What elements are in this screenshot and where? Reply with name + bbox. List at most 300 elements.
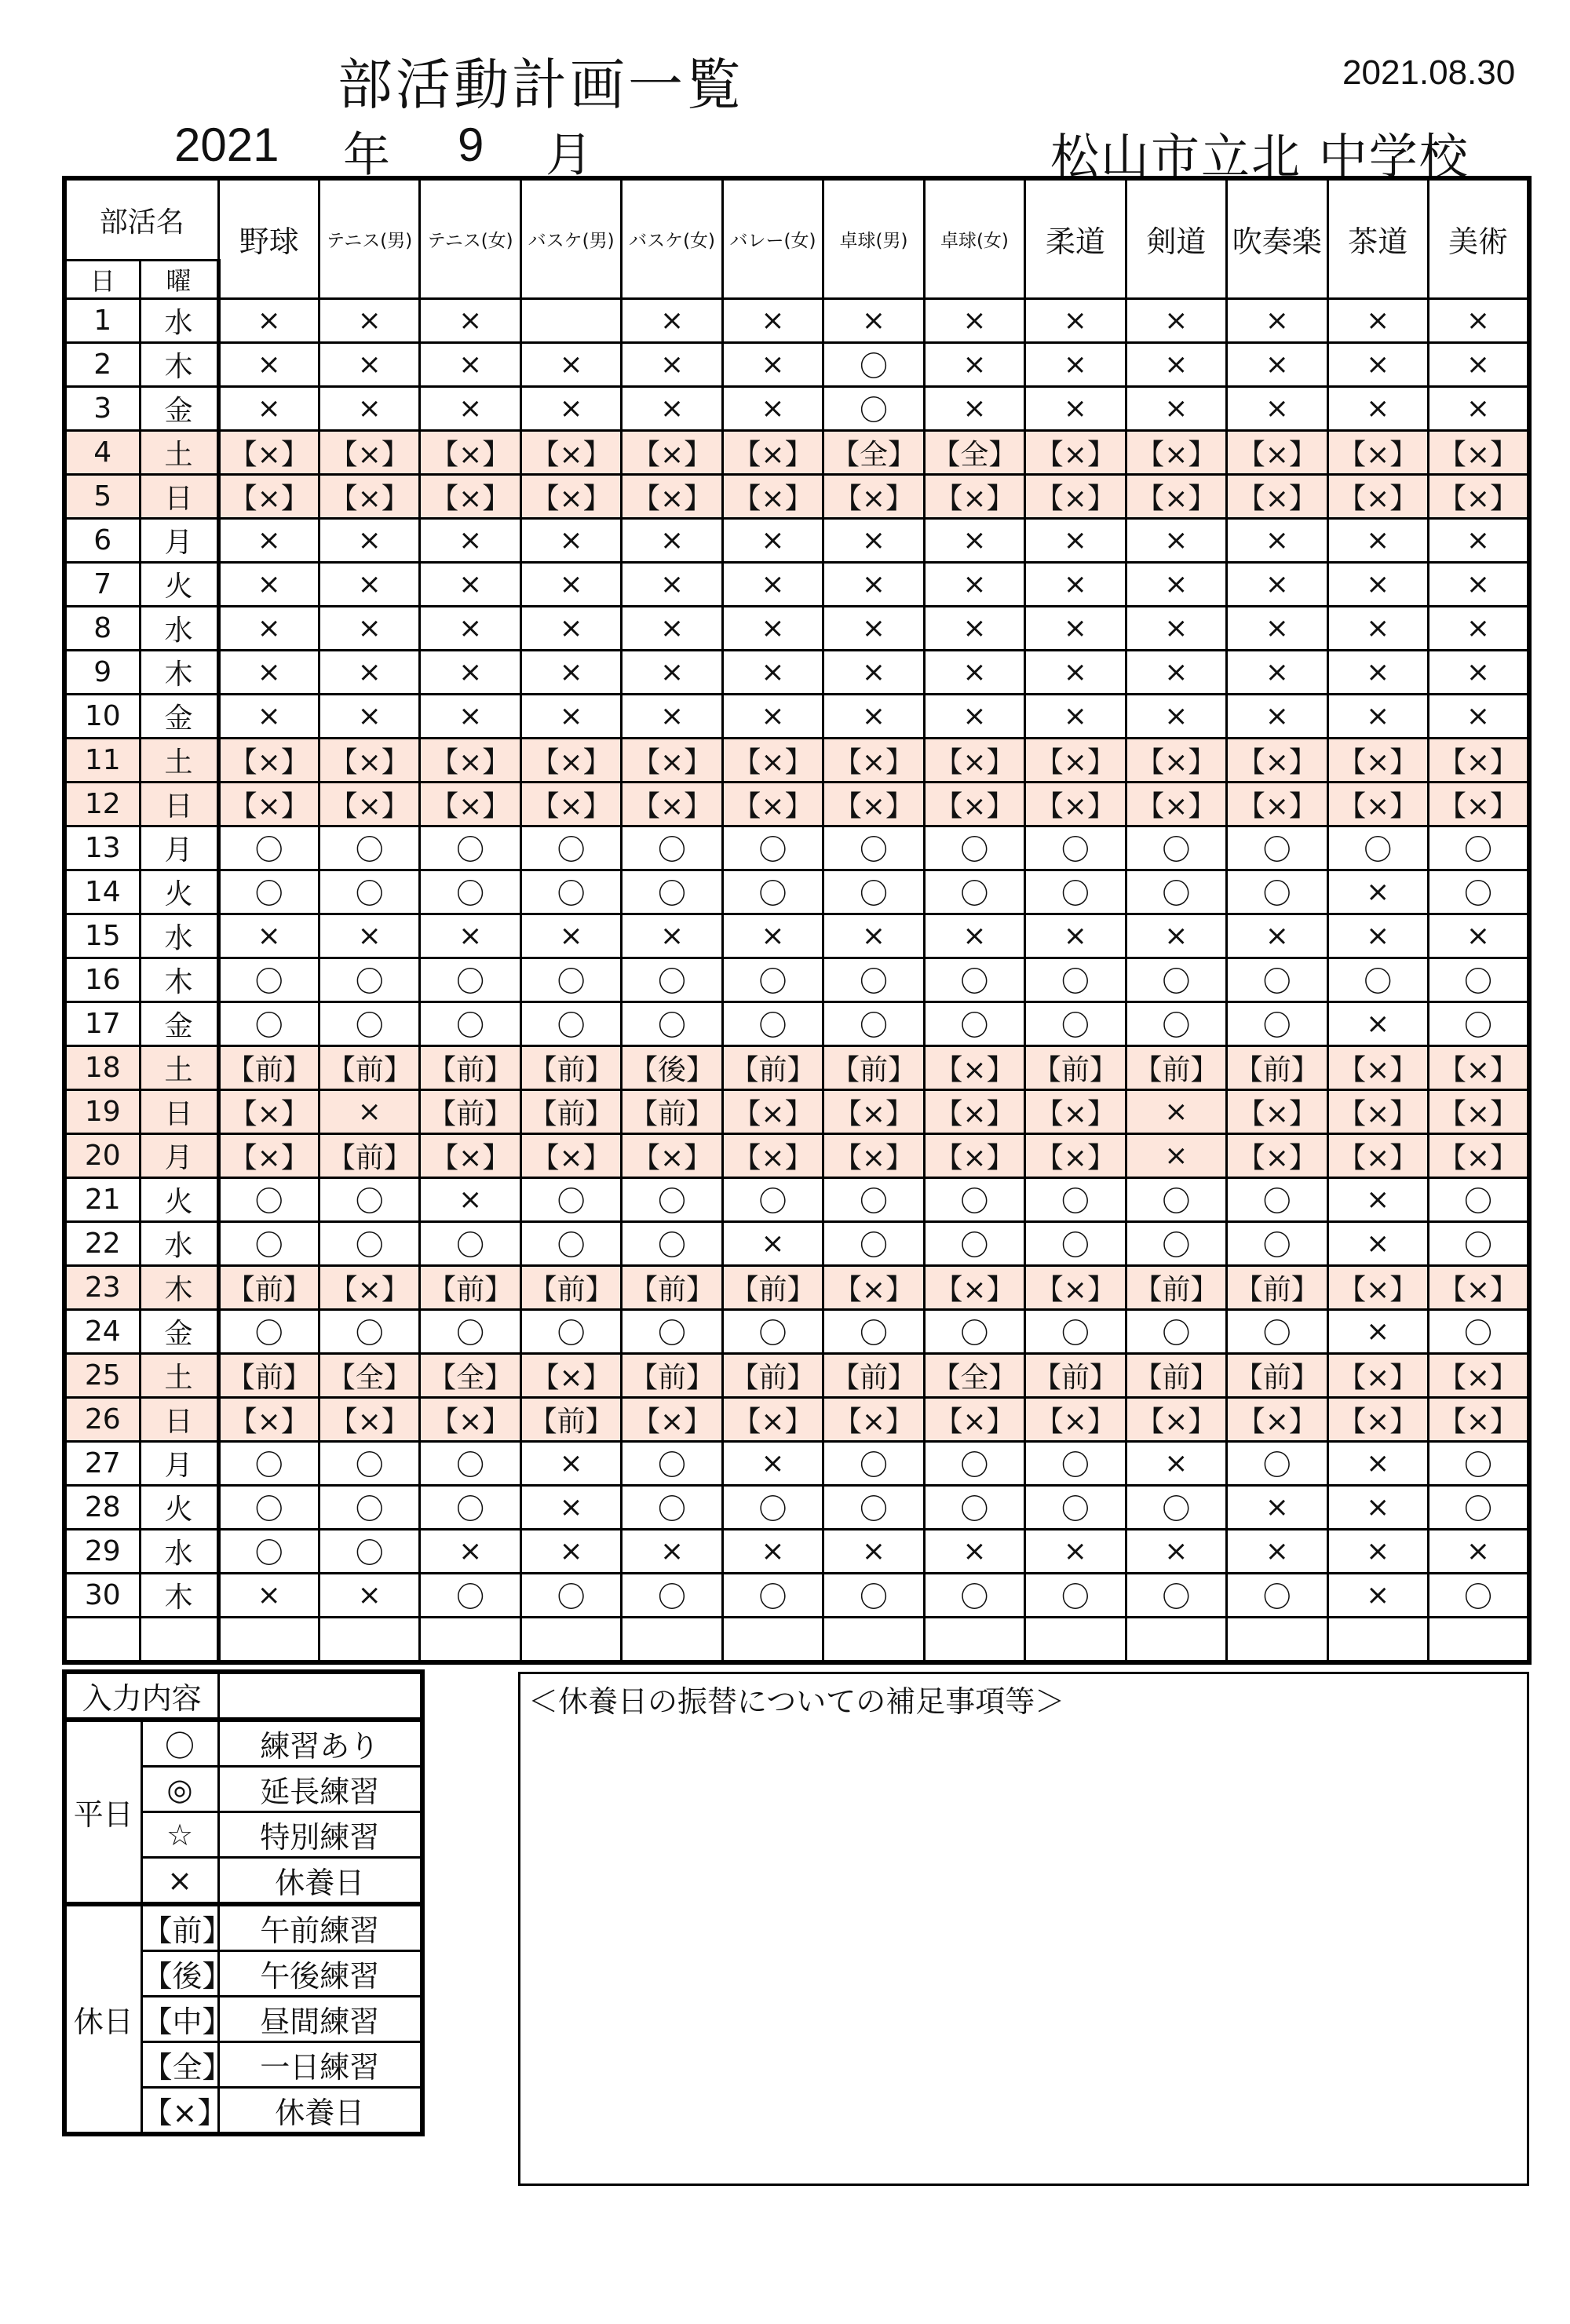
schedule-cell: 〇 (924, 870, 1024, 914)
schedule-cell: × (1227, 1530, 1327, 1574)
day-cell: 23 (64, 1266, 140, 1310)
schedule-cell: 【前】 (1025, 1354, 1126, 1398)
schedule-cell: 〇 (319, 958, 419, 1002)
schedule-cell: 〇 (722, 1486, 823, 1530)
schedule-cell: 【×】 (1126, 783, 1226, 826)
schedule-cell: 〇 (823, 958, 924, 1002)
schedule-cell: × (823, 695, 924, 739)
schedule-cell: × (1126, 299, 1226, 343)
club-header: バスケ(女) (622, 178, 722, 299)
club-header: 茶道 (1327, 178, 1428, 299)
schedule-cell: 〇 (218, 1310, 319, 1354)
schedule-cell: × (319, 1574, 419, 1618)
schedule-cell: × (420, 607, 520, 651)
schedule-cell: 〇 (823, 1574, 924, 1618)
table-row (64, 519, 1529, 563)
document-date: 2021.08.30 (1342, 53, 1516, 92)
table-row (64, 1178, 1529, 1222)
day-cell: 30 (64, 1574, 140, 1618)
schedule-cell: × (722, 519, 823, 563)
schedule-cell: 【×】 (722, 475, 823, 519)
schedule-cell: 〇 (722, 1310, 823, 1354)
schedule-cell (420, 1618, 520, 1663)
schedule-cell: × (520, 563, 621, 607)
schedule-cell (622, 1618, 722, 1663)
club-header: 美術 (1428, 178, 1529, 299)
club-header: テニス(男) (319, 178, 419, 299)
schedule-cell: × (1227, 519, 1327, 563)
day-cell: 9 (64, 651, 140, 695)
schedule-cell: 【×】 (218, 475, 319, 519)
schedule-cell: × (1025, 519, 1126, 563)
table-row (64, 475, 1529, 519)
schedule-cell: × (420, 519, 520, 563)
day-cell: 22 (64, 1222, 140, 1266)
schedule-cell: 〇 (1025, 1310, 1126, 1354)
schedule-cell: × (319, 519, 419, 563)
schedule-cell: 【×】 (823, 1090, 924, 1134)
schedule-cell: 【前】 (1227, 1354, 1327, 1398)
schedule-cell: 【×】 (319, 739, 419, 783)
schedule-cell: 【×】 (1227, 475, 1327, 519)
schedule-cell: 〇 (520, 1178, 621, 1222)
legend-group-label: 休日 (64, 1904, 141, 2134)
schedule-cell: 〇 (1126, 1486, 1226, 1530)
schedule-cell: × (622, 651, 722, 695)
schedule-cell: × (1126, 651, 1226, 695)
schedule-cell (823, 1618, 924, 1663)
schedule-cell: × (520, 387, 621, 431)
schedule-cell: 【前】 (1025, 1046, 1126, 1090)
weekday-cell: 月 (140, 1442, 218, 1486)
schedule-cell: 〇 (924, 958, 1024, 1002)
table-row (64, 739, 1529, 783)
schedule-cell: × (1327, 563, 1428, 607)
schedule-cell: × (722, 1222, 823, 1266)
day-cell: 25 (64, 1354, 140, 1398)
weekday-cell: 月 (140, 1134, 218, 1178)
schedule-cell: 【前】 (420, 1090, 520, 1134)
schedule-cell: 【×】 (420, 739, 520, 783)
schedule-cell: × (722, 563, 823, 607)
schedule-cell: 〇 (622, 870, 722, 914)
table-row (64, 299, 1529, 343)
schedule-cell: × (924, 387, 1024, 431)
weekday-cell: 水 (140, 299, 218, 343)
legend-description: 休養日 (218, 1858, 422, 1905)
schedule-cell: 【×】 (1025, 739, 1126, 783)
schedule-cell: × (1126, 607, 1226, 651)
schedule-cell: × (520, 607, 621, 651)
schedule-cell: 【×】 (1428, 1134, 1529, 1178)
weekday-cell: 金 (140, 695, 218, 739)
day-cell: 29 (64, 1530, 140, 1574)
weekday-cell: 水 (140, 1530, 218, 1574)
schedule-cell: 〇 (1126, 958, 1226, 1002)
schedule-cell: × (924, 1530, 1024, 1574)
schedule-cell: 〇 (924, 1310, 1024, 1354)
schedule-cell: × (1126, 695, 1226, 739)
schedule-cell: × (218, 1574, 319, 1618)
legend-row (64, 1904, 422, 1951)
schedule-cell: 〇 (319, 1002, 419, 1046)
schedule-cell: 〇 (1126, 1574, 1226, 1618)
schedule-cell: × (722, 914, 823, 958)
table-row (64, 651, 1529, 695)
table-row (64, 431, 1529, 475)
schedule-cell: 〇 (1227, 958, 1327, 1002)
schedule-cell: × (722, 607, 823, 651)
schedule-cell: 【×】 (420, 431, 520, 475)
schedule-cell: 【×】 (622, 1134, 722, 1178)
notes-title: ＜休養日の振替についての補足事項等＞ (528, 1684, 1065, 1719)
schedule-cell: × (1327, 695, 1428, 739)
schedule-cell: 【×】 (1227, 1090, 1327, 1134)
schedule-cell: 【×】 (1227, 739, 1327, 783)
day-cell: 4 (64, 431, 140, 475)
schedule-cell: 【×】 (823, 1266, 924, 1310)
club-header: バレー(女) (722, 178, 823, 299)
schedule-cell: × (319, 563, 419, 607)
table-row (64, 1266, 1529, 1310)
schedule-cell: 【×】 (520, 431, 621, 475)
schedule-cell: 【×】 (520, 783, 621, 826)
schedule-cell: × (924, 695, 1024, 739)
schedule-cell: 【前】 (722, 1266, 823, 1310)
schedule-cell: 〇 (420, 1574, 520, 1618)
schedule-cell: × (722, 1530, 823, 1574)
weekday-cell: 水 (140, 914, 218, 958)
schedule-cell: 〇 (420, 870, 520, 914)
schedule-cell: × (924, 563, 1024, 607)
day-cell: 19 (64, 1090, 140, 1134)
schedule-cell: 〇 (218, 1442, 319, 1486)
day-cell: 16 (64, 958, 140, 1002)
schedule-cell: 【×】 (1327, 1398, 1428, 1442)
notes-box (518, 1672, 1529, 2186)
legend-symbol: 【前】 (141, 1904, 218, 1951)
schedule-cell: × (622, 299, 722, 343)
schedule-cell: 〇 (722, 826, 823, 870)
schedule-cell: × (1327, 387, 1428, 431)
schedule-cell: 〇 (924, 1002, 1024, 1046)
day-cell: 24 (64, 1310, 140, 1354)
schedule-cell: × (1327, 1310, 1428, 1354)
schedule-cell (1126, 1618, 1226, 1663)
schedule-cell: 【前】 (420, 1266, 520, 1310)
schedule-cell: 【前】 (420, 1046, 520, 1090)
schedule-cell: × (1025, 299, 1126, 343)
schedule-cell: 〇 (1126, 1310, 1226, 1354)
schedule-cell: × (622, 1530, 722, 1574)
schedule-cell (1327, 1618, 1428, 1663)
schedule-cell: 〇 (622, 1486, 722, 1530)
schedule-cell: × (1025, 563, 1126, 607)
schedule-cell: × (924, 651, 1024, 695)
weekday-cell: 木 (140, 343, 218, 387)
weekday-cell: 水 (140, 607, 218, 651)
schedule-cell: × (218, 607, 319, 651)
schedule-cell: × (218, 914, 319, 958)
schedule-cell: × (1126, 1134, 1226, 1178)
day-cell: 11 (64, 739, 140, 783)
schedule-cell: × (622, 519, 722, 563)
schedule-cell: 〇 (1227, 870, 1327, 914)
table-row (64, 1530, 1529, 1574)
schedule-cell: 【×】 (1428, 1354, 1529, 1398)
weekday-cell: 月 (140, 519, 218, 563)
schedule-cell: 【×】 (1327, 1046, 1428, 1090)
legend-symbol: ☆ (141, 1812, 218, 1858)
schedule-cell: × (218, 387, 319, 431)
schedule-cell: 〇 (218, 826, 319, 870)
schedule-cell: 〇 (520, 1310, 621, 1354)
schedule-cell: 〇 (420, 1222, 520, 1266)
weekday-cell: 日 (140, 475, 218, 519)
schedule-cell: 〇 (319, 870, 419, 914)
club-header: 剣道 (1126, 178, 1226, 299)
schedule-cell: 〇 (1428, 826, 1529, 870)
schedule-cell: 〇 (823, 1442, 924, 1486)
schedule-cell: × (823, 651, 924, 695)
schedule-cell (1428, 1618, 1529, 1663)
schedule-cell: 〇 (520, 1222, 621, 1266)
schedule-cell: 【×】 (622, 783, 722, 826)
schedule-cell: × (218, 695, 319, 739)
schedule-cell: 【×】 (1025, 475, 1126, 519)
day-cell: 28 (64, 1486, 140, 1530)
schedule-cell: 【×】 (1025, 1398, 1126, 1442)
table-row (64, 695, 1529, 739)
schedule-cell: 〇 (823, 1178, 924, 1222)
schedule-cell: 【×】 (1126, 739, 1226, 783)
schedule-cell: × (1327, 1002, 1428, 1046)
schedule-cell: 【×】 (924, 1134, 1024, 1178)
schedule-cell: 〇 (1126, 1222, 1226, 1266)
schedule-cell: 〇 (924, 1442, 1024, 1486)
schedule-cell: 【×】 (1126, 1398, 1226, 1442)
schedule-cell: 〇 (1428, 1222, 1529, 1266)
page-title: 部活動計画一覧 (338, 53, 744, 117)
schedule-cell: 〇 (420, 958, 520, 1002)
schedule-cell: 【×】 (924, 1046, 1024, 1090)
day-cell: 8 (64, 607, 140, 651)
schedule-cell: 【×】 (319, 431, 419, 475)
weekday-cell: 金 (140, 1002, 218, 1046)
schedule-cell: × (722, 651, 823, 695)
schedule-cell: 〇 (1428, 1178, 1529, 1222)
table-row (64, 1222, 1529, 1266)
schedule-cell: × (1227, 299, 1327, 343)
schedule-cell: 【全】 (823, 431, 924, 475)
club-header: 野球 (218, 178, 319, 299)
schedule-cell: × (622, 387, 722, 431)
schedule-cell: 〇 (1025, 826, 1126, 870)
schedule-cell: × (520, 1442, 621, 1486)
legend-table (62, 1669, 425, 2136)
schedule-cell: × (1025, 607, 1126, 651)
weekday-cell: 月 (140, 826, 218, 870)
schedule-cell: × (520, 519, 621, 563)
schedule-cell: × (1126, 1442, 1226, 1486)
weekday-cell: 金 (140, 1310, 218, 1354)
schedule-cell: 【×】 (823, 739, 924, 783)
schedule-cell: × (722, 387, 823, 431)
schedule-cell: 【×】 (1227, 1134, 1327, 1178)
table-row (64, 870, 1529, 914)
schedule-cell: 〇 (520, 1002, 621, 1046)
schedule-cell: 【×】 (823, 475, 924, 519)
schedule-cell: × (520, 651, 621, 695)
schedule-cell: 〇 (319, 1178, 419, 1222)
schedule-cell: 【×】 (218, 1134, 319, 1178)
schedule-cell: × (319, 607, 419, 651)
table-row (64, 914, 1529, 958)
schedule-cell: 〇 (520, 958, 621, 1002)
day-cell: 13 (64, 826, 140, 870)
schedule-cell: × (1126, 563, 1226, 607)
schedule-cell: 【×】 (924, 1266, 1024, 1310)
day-cell: 2 (64, 343, 140, 387)
day-cell: 20 (64, 1134, 140, 1178)
schedule-cell: 【×】 (1025, 783, 1126, 826)
table-row (64, 783, 1529, 826)
schedule-cell: 〇 (924, 1486, 1024, 1530)
schedule-cell: 【×】 (722, 1398, 823, 1442)
day-cell: 5 (64, 475, 140, 519)
schedule-cell: 〇 (823, 826, 924, 870)
schedule-cell: × (622, 607, 722, 651)
table-row (64, 1574, 1529, 1618)
schedule-cell: × (924, 914, 1024, 958)
schedule-cell: × (420, 914, 520, 958)
weekday-cell: 火 (140, 1486, 218, 1530)
club-schedule-table (62, 176, 1532, 1665)
schedule-cell: × (1327, 1486, 1428, 1530)
schedule-cell: × (924, 299, 1024, 343)
weekday-cell: 金 (140, 387, 218, 431)
day-cell: 7 (64, 563, 140, 607)
schedule-cell: × (420, 299, 520, 343)
schedule-cell: × (218, 299, 319, 343)
weekday-cell: 土 (140, 1354, 218, 1398)
weekday-cell: 日 (140, 783, 218, 826)
schedule-cell: × (622, 695, 722, 739)
day-cell: 6 (64, 519, 140, 563)
schedule-cell: 〇 (319, 1310, 419, 1354)
schedule-cell: 【×】 (1428, 783, 1529, 826)
schedule-cell: 【×】 (622, 1398, 722, 1442)
schedule-cell: 【×】 (1327, 1354, 1428, 1398)
schedule-cell: 〇 (1227, 1310, 1327, 1354)
schedule-cell: 【全】 (924, 431, 1024, 475)
schedule-cell: 〇 (1025, 870, 1126, 914)
schedule-cell: × (722, 299, 823, 343)
schedule-cell (520, 1618, 621, 1663)
schedule-cell: × (319, 387, 419, 431)
schedule-cell: × (520, 1486, 621, 1530)
table-row (64, 387, 1529, 431)
schedule-cell: 〇 (420, 1002, 520, 1046)
schedule-cell: 【全】 (924, 1354, 1024, 1398)
schedule-cell: 〇 (520, 826, 621, 870)
legend-description: 午後練習 (218, 1951, 422, 1997)
schedule-cell: 【×】 (218, 1398, 319, 1442)
schedule-cell: 【前】 (520, 1266, 621, 1310)
schedule-cell: 【×】 (319, 1266, 419, 1310)
schedule-cell: 【前】 (823, 1046, 924, 1090)
schedule-cell: 〇 (319, 826, 419, 870)
schedule-cell: × (1327, 299, 1428, 343)
club-name-header: 部活名 (64, 178, 218, 261)
schedule-cell: × (1126, 1530, 1226, 1574)
schedule-cell: 【×】 (1025, 1134, 1126, 1178)
schedule-cell: 〇 (420, 1310, 520, 1354)
schedule-cell: × (1126, 1090, 1226, 1134)
day-cell: 18 (64, 1046, 140, 1090)
schedule-cell: × (1025, 651, 1126, 695)
schedule-cell: 〇 (823, 1222, 924, 1266)
day-cell: 26 (64, 1398, 140, 1442)
schedule-cell: 【×】 (924, 475, 1024, 519)
schedule-cell: × (1428, 695, 1529, 739)
schedule-cell: 【×】 (520, 739, 621, 783)
schedule-cell: × (1227, 387, 1327, 431)
schedule-cell: × (1227, 1486, 1327, 1530)
schedule-cell: 〇 (1428, 1002, 1529, 1046)
schedule-cell: 【前】 (520, 1090, 621, 1134)
schedule-cell: 【前】 (1227, 1046, 1327, 1090)
legend-title: 入力内容 (64, 1672, 218, 1720)
schedule-cell: × (1428, 651, 1529, 695)
day-header: 日 (64, 261, 140, 299)
schedule-cell: × (218, 343, 319, 387)
schedule-cell: 〇 (622, 1310, 722, 1354)
day-cell: 10 (64, 695, 140, 739)
weekday-cell: 木 (140, 1266, 218, 1310)
legend-symbol: 〇 (141, 1720, 218, 1767)
schedule-cell: 【×】 (823, 783, 924, 826)
schedule-cell: 【×】 (1327, 1090, 1428, 1134)
year-unit: 年 (343, 128, 390, 183)
schedule-cell: 〇 (1025, 1002, 1126, 1046)
weekday-cell: 日 (140, 1398, 218, 1442)
schedule-cell: 〇 (823, 1486, 924, 1530)
schedule-cell: 【前】 (622, 1266, 722, 1310)
schedule-cell: 【×】 (622, 739, 722, 783)
weekday-cell: 木 (140, 958, 218, 1002)
schedule-cell: 【×】 (1428, 1046, 1529, 1090)
schedule-cell: 〇 (1126, 1002, 1226, 1046)
schedule-cell: 【前】 (1126, 1266, 1226, 1310)
table-row (64, 1354, 1529, 1398)
schedule-cell: 〇 (520, 870, 621, 914)
legend-title-row (64, 1672, 422, 1720)
schedule-cell: × (1327, 1530, 1428, 1574)
weekday-cell: 火 (140, 870, 218, 914)
schedule-cell (218, 1618, 319, 1663)
table-row (64, 563, 1529, 607)
schedule-cell: 〇 (1227, 1442, 1327, 1486)
schedule-cell: 【×】 (1126, 475, 1226, 519)
day-cell: 1 (64, 299, 140, 343)
schedule-cell: × (1327, 870, 1428, 914)
schedule-cell: 〇 (420, 1486, 520, 1530)
schedule-cell: × (1025, 695, 1126, 739)
schedule-cell: 【全】 (420, 1354, 520, 1398)
schedule-cell: 〇 (1428, 1486, 1529, 1530)
schedule-cell: 【×】 (1428, 475, 1529, 519)
